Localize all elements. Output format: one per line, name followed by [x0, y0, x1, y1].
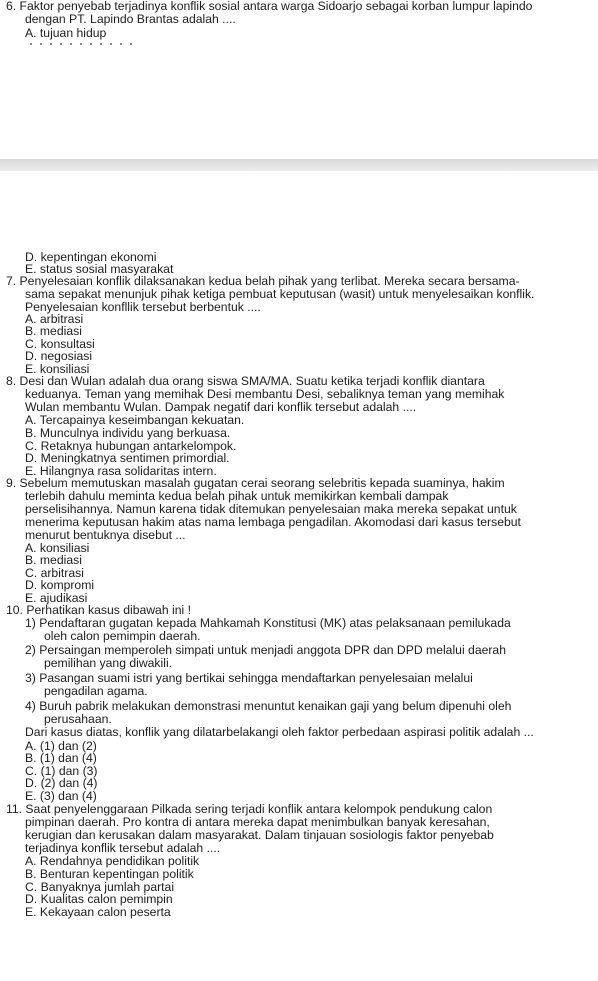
text-line: D. kepentingan ekonomi	[25, 250, 157, 264]
text-line: A. (1) dan (2)	[25, 739, 97, 753]
text-line: keduanya. Teman yang memihak Desi membantu Desi, sebaliknya teman yang memihak	[25, 387, 505, 401]
text-line: menerima keputusan hakim atas nama lembaga pengadilan. Akomodasi dari kasus tersebut	[25, 515, 521, 529]
text-line: E. (3) dan (4)	[25, 789, 97, 803]
text-line: E. ajudikasi	[25, 591, 88, 605]
text-line: E. status sosial masyarakat	[25, 262, 174, 276]
text-line: A. Tercapainya keseimbangan kekuatan.	[25, 413, 245, 427]
text-line: C. (1) dan (3)	[25, 764, 98, 778]
text-line: pengadilan agama.	[44, 684, 148, 698]
text-line: A. tujuan hidup	[25, 26, 107, 40]
text-line: perusahaan.	[44, 712, 112, 726]
text-line: dengan PT. Lapindo Brantas adalah ....	[25, 12, 236, 26]
text-line: B. (1) dan (4)	[25, 751, 97, 765]
text-line: pemilihan yang diwakili.	[44, 656, 173, 670]
text-line: 8. Desi dan Wulan adalah dua orang siswa SMA/MA. Suatu ketika terjadi konflik diantara	[6, 374, 485, 388]
text-line: kerugian dan kerusakan dalam masyarakat. Dalam tinjauan sosiologis faktor penyebab	[25, 828, 494, 842]
text-line: E. Hilangnya rasa solidaritas intern.	[25, 464, 217, 478]
text-line: E. Kekayaan calon peserta	[25, 905, 171, 919]
text-line: Dari kasus diatas, konflik yang dilatarbelakangi oleh faktor perbedaan aspirasi politik adalah ...	[25, 725, 534, 739]
text-line: A. Rendahnya pendidikan politik	[25, 854, 200, 868]
text-line: terjadinya konflik tersebut adalah ....	[25, 841, 221, 855]
cut-off-text-fragment	[26, 42, 136, 46]
text-line: C. Retaknya hubungan antarkelompok.	[25, 439, 237, 453]
text-line: sama sepakat menunjuk pihak ketiga pembuat keputusan (wasit) untuk menyelesaikan konflik.	[25, 287, 535, 301]
text-line: C. konsultasi	[25, 337, 95, 351]
text-line: perselisihannya. Namun karena tidak ditemukan penyelesaian maka mereka sepakat untuk	[25, 502, 517, 516]
text-line: pimpinan daerah. Pro kontra di antara mereka dapat menimbulkan banyak keresahan,	[25, 815, 490, 829]
text-line: A. konsiliasi	[25, 541, 90, 555]
text-line: 7. Penyelesaian konflik dilaksanakan kedua belah pihak yang terlibat. Mereka secara bersama-	[6, 274, 520, 288]
text-line: B. Benturan kepentingan politik	[25, 867, 194, 881]
text-line: B. Munculnya individu yang berkuasa.	[25, 426, 231, 440]
text-line: menurut bentuknya disebut ...	[25, 528, 186, 542]
text-line: D. Kualitas calon pemimpin	[25, 892, 173, 906]
text-line: 9. Sebelum memutuskan masalah gugatan cerai seorang selebritis kepada suaminya, hakim	[6, 476, 505, 490]
text-line: 2) Persaingan memperoleh simpati untuk menjadi anggota DPR dan DPD melalui daerah	[25, 643, 506, 657]
text-line: E. konsiliasi	[25, 362, 90, 376]
text-line: B. mediasi	[25, 553, 82, 567]
text-line: 10. Perhatikan kasus dibawah ini !	[6, 603, 191, 617]
text-line: 3) Pasangan suami istri yang bertikai sehingga mendaftarkan penyelesaian melalui	[25, 671, 473, 685]
text-line: 4) Buruh pabrik melakukan demonstrasi menuntut kenaikan gaji yang belum dipenuhi oleh	[25, 699, 512, 713]
text-line: oleh calon pemimpin daerah.	[44, 629, 201, 643]
text-line: C. arbitrasi	[25, 566, 84, 580]
text-line: terlebih dahulu meminta kedua belah pihak untuk memikirkan kembali dampak	[25, 489, 449, 503]
text-line: 11. Saat penyelenggaraan Pilkada sering terjadi konflik antara kelompok pendukung calon	[6, 802, 493, 816]
text-line: C. Banyaknya jumlah partai	[25, 880, 175, 894]
text-line: D. negosiasi	[25, 349, 93, 363]
text-line: 6. Faktor penyebab terjadinya konflik sosial antara warga Sidoarjo sebagai korban lumpur lapindo	[6, 0, 533, 13]
text-line: D. kompromi	[25, 578, 95, 592]
text-line: D. (2) dan (4)	[25, 776, 98, 790]
text-line: A. arbitrasi	[25, 312, 84, 326]
scan-divider-band	[0, 159, 598, 171]
text-line: D. Meningkatnya sentimen primordial.	[25, 451, 230, 465]
text-line: B. mediasi	[25, 324, 82, 338]
blank-gap	[0, 60, 598, 246]
text-line: 1) Pendaftaran gugatan kepada Mahkamah Konstitusi (MK) atas pelaksanaan pemilukada	[25, 616, 511, 630]
text-line: Penyelesaian konfllik tersebut berbentuk ....	[25, 300, 261, 314]
text-line: Wulan membantu Wulan. Dampak negatif dari konflik tersebut adalah ....	[25, 400, 417, 414]
